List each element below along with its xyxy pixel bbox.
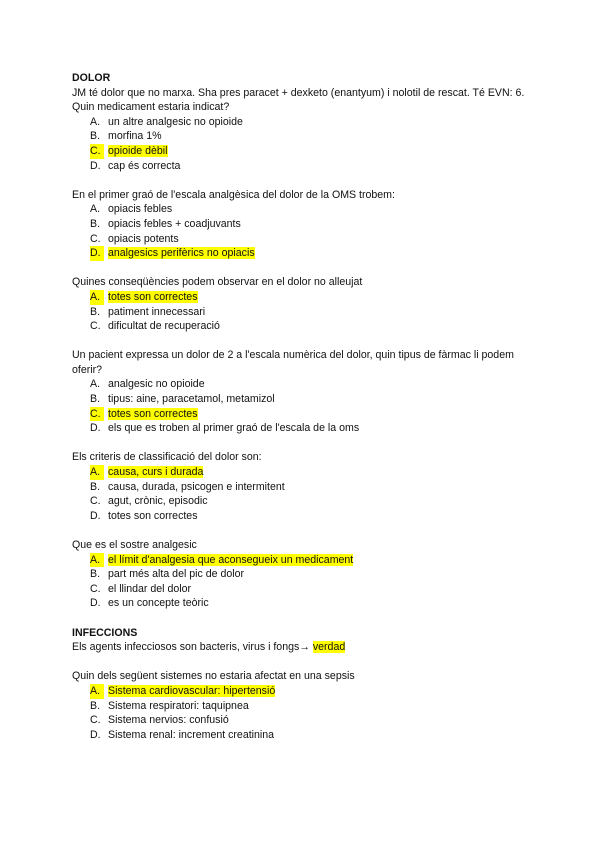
option-letter: B.	[90, 393, 101, 406]
option-text: morfina 1%	[108, 130, 162, 143]
question-text: Quines conseqüències podem observar en el dolor no alleujat	[72, 276, 363, 289]
option-item-correct	[72, 465, 537, 480]
option-letter: A.	[90, 378, 101, 391]
option-item	[72, 713, 537, 728]
option-item	[72, 582, 537, 597]
question-text: En el primer graó de l'escala analgèsica del dolor de la OMS trobem:	[72, 188, 395, 201]
option-letter: A.	[90, 465, 104, 480]
option-letter: D.	[90, 509, 101, 522]
option-letter: C.	[90, 714, 101, 727]
options-list	[72, 202, 537, 260]
option-letter: C.	[90, 144, 104, 159]
option-letter: C.	[90, 495, 101, 508]
question-block	[72, 188, 537, 261]
option-text: totes son correctes	[108, 509, 198, 522]
option-text: cap és correcta	[108, 159, 181, 172]
option-text-highlighted: opioide dèbil	[108, 144, 168, 157]
option-item	[72, 567, 537, 582]
options-list	[72, 290, 537, 334]
question-block	[72, 86, 537, 174]
option-letter: B.	[90, 305, 101, 318]
option-letter: A.	[90, 684, 104, 699]
option-text: Sistema nervios: confusió	[108, 714, 229, 727]
option-item	[72, 129, 537, 144]
option-text: analgesic no opioide	[108, 378, 205, 391]
document-content	[72, 71, 537, 757]
options-list	[72, 115, 537, 173]
option-item	[72, 115, 537, 130]
option-letter: D.	[90, 597, 101, 610]
option-text: causa, durada, psicogen e intermitent	[108, 480, 285, 493]
question-text: Els criteris de classificació del dolor son:	[72, 451, 262, 464]
section-title-infeccions: INFECCIONS	[72, 626, 138, 639]
option-item	[72, 699, 537, 714]
option-item	[72, 217, 537, 232]
option-item-correct	[72, 144, 537, 159]
option-letter: C.	[90, 407, 104, 422]
option-item	[72, 377, 537, 392]
option-text-highlighted: el límit d'analgesia que aconsegueix un medicament	[108, 553, 354, 566]
option-item	[72, 596, 537, 611]
option-item	[72, 728, 537, 743]
option-item	[72, 494, 537, 509]
option-text-highlighted: totes son correctes	[108, 290, 198, 303]
option-text-highlighted: Sistema cardiovascular: hipertensió	[108, 684, 276, 697]
options-list	[72, 465, 537, 523]
option-letter: D.	[90, 422, 101, 435]
option-text: dificultat de recuperació	[108, 320, 220, 333]
option-letter: D.	[90, 159, 101, 172]
option-text: Sistema renal: increment creatinina	[108, 728, 275, 741]
option-text: Sistema respiratori: taquipnea	[108, 699, 249, 712]
statement-answer: verdad	[312, 641, 346, 654]
option-item-correct	[72, 407, 537, 422]
option-text: opiacis febles + coadjuvants	[108, 217, 241, 230]
option-letter: D.	[90, 246, 104, 261]
question-block	[72, 450, 537, 523]
option-letter: D.	[90, 728, 101, 741]
option-item	[72, 509, 537, 524]
option-letter: A.	[90, 203, 101, 216]
option-text: opiacis potents	[108, 232, 179, 245]
option-letter: C.	[90, 232, 101, 245]
option-text-highlighted: causa, curs i durada	[108, 466, 204, 479]
option-text: opiacis febles	[108, 203, 173, 216]
option-item	[72, 232, 537, 247]
option-item-correct	[72, 553, 537, 568]
question-text: Quin dels següent sistemes no estaria afectat en una sepsis	[72, 670, 355, 683]
option-item	[72, 305, 537, 320]
question-block	[72, 275, 537, 333]
option-item	[72, 421, 537, 436]
option-letter: B.	[90, 480, 101, 493]
option-item	[72, 319, 537, 334]
option-text: part més alta del pic de dolor	[108, 568, 245, 581]
option-item	[72, 159, 537, 174]
option-text: un altre analgesic no opioide	[108, 115, 243, 128]
section-title-dolor: DOLOR	[72, 72, 111, 84]
option-item	[72, 480, 537, 495]
option-letter: B.	[90, 699, 101, 712]
option-letter: B.	[90, 217, 101, 230]
option-item-correct	[72, 290, 537, 305]
option-letter: B.	[90, 568, 101, 581]
option-item	[72, 392, 537, 407]
option-item-correct	[72, 246, 537, 261]
options-list	[72, 553, 537, 611]
option-letter: C.	[90, 582, 101, 595]
option-text: els que es troben al primer graó de l'escala de la oms	[108, 422, 360, 435]
option-item-correct	[72, 684, 537, 699]
option-text: patiment innecessari	[108, 305, 206, 318]
option-text-highlighted: totes son correctes	[108, 407, 198, 420]
option-letter: A.	[90, 553, 104, 568]
question-text: Un pacient expressa un dolor de 2 a l'escala numèrica del dolor, quin tipus de fàrmac li podem oferir?	[72, 349, 514, 376]
option-letter: A.	[90, 290, 104, 305]
true-false-statement	[72, 640, 537, 655]
option-text: el llindar del dolor	[108, 582, 192, 595]
question-text: JM té dolor que no marxa. Sha pres paracet + dexketo (enantyum) i nolotil de rescat. Té EVN: 6. Quin medicament estaria indicat?	[72, 86, 525, 114]
question-block	[72, 669, 537, 742]
question-block	[72, 348, 537, 436]
options-list	[72, 377, 537, 435]
option-letter: C.	[90, 320, 101, 333]
option-text: agut, crònic, episodic	[108, 495, 208, 508]
option-letter: B.	[90, 130, 101, 143]
option-letter: A.	[90, 115, 101, 128]
option-text-highlighted: analgesics perifèrics no opiacis	[108, 247, 255, 260]
arrow-icon: →	[299, 641, 310, 654]
option-text: es un concepte teòric	[108, 597, 209, 610]
option-item	[72, 202, 537, 217]
question-text: Que es el sostre analgesic	[72, 539, 197, 551]
options-list	[72, 684, 537, 742]
statement-text: Els agents infecciosos son bacteris, virus i fongs	[72, 641, 300, 654]
option-text: tipus: aine, paracetamol, metamizol	[108, 393, 275, 406]
question-block	[72, 538, 537, 611]
